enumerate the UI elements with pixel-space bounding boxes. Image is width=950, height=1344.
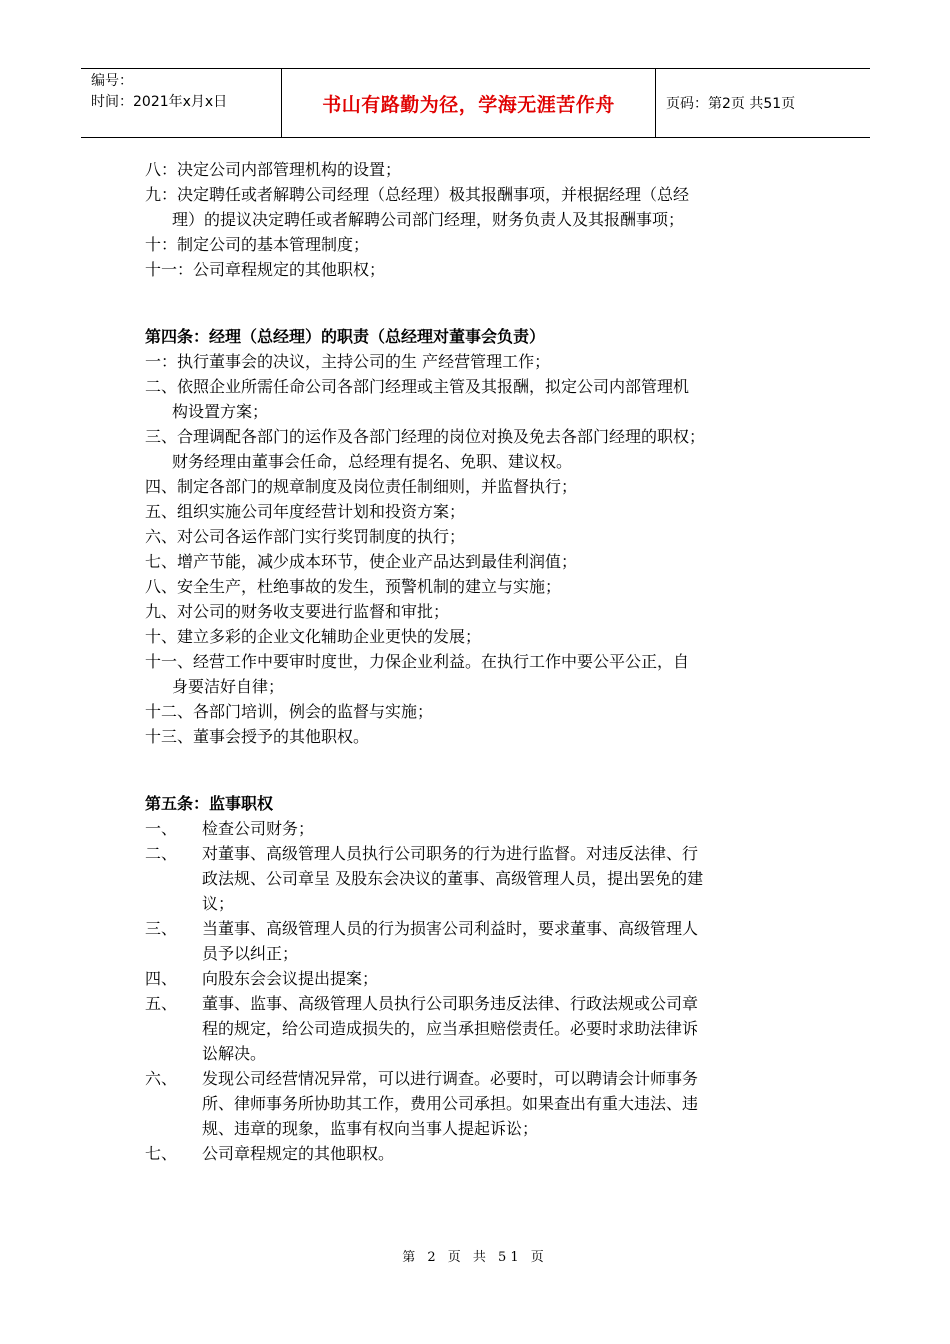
list-item [145,966,810,991]
item-text: 检查公司财务； [202,819,315,838]
list-item [145,916,810,966]
list-item: 三、合理调配各部门的运作及各部门经理的岗位对换及免去各部门经理的职权； [145,427,706,446]
list-item: 九、对公司的财务收支要进行监督和审批； [145,602,450,621]
page-header [81,68,870,138]
section4-title: 第四条：经理（总经理）的职责（总经理对董事会负责） [145,327,546,346]
list-item [145,1141,810,1166]
list-item [145,816,810,841]
list-item-continuation: 身要洁好自律； [172,677,285,696]
section-spacer [145,749,810,791]
list-item: 七、增产节能，减少成本环节，使企业产品达到最佳利润值； [145,552,578,571]
item-number: 七、 [145,1144,178,1163]
list-item: 四、制定各部门的规章制度及岗位责任制细则，并监督执行； [145,477,578,496]
document-body [145,157,810,1166]
list-item-continuation: 构设置方案； [172,402,269,421]
item-number: 四、 [145,969,178,988]
list-item: 六、对公司各运作部门实行奖罚制度的执行； [145,527,466,546]
page-info: 页码：第2页 共51页 [666,96,796,112]
item-text: 当董事、高级管理人员的行为损害公司利益时，要求董事、高级管理人 员予以纠正； [202,919,699,963]
item-number: 六、 [145,1069,178,1088]
list-item-continuation: 财务经理由董事会任命，总经理有提名、免职、建议权。 [172,452,573,471]
list-item [145,841,810,916]
list-item: 九：决定聘任或者解聘公司经理（总经理）极其报酬事项，并根据经理（总经 [145,185,690,204]
list-item: 八、安全生产，杜绝事故的发生，预警机制的建立与实施； [145,577,562,596]
list-item [145,1066,810,1141]
item-number: 二、 [145,844,178,863]
list-item: 十：制定公司的基本管理制度； [145,235,370,254]
list-item: 十、建立多彩的企业文化辅助企业更快的发展； [145,627,482,646]
list-item: 八：决定公司内部管理机构的设置； [145,160,402,179]
date-line: 时间：2021年x月x日 [91,94,228,110]
list-item: 五、组织实施公司年度经营计划和投资方案； [145,502,466,521]
list-item: 十二、各部门培训，例会的监督与实施； [145,702,434,721]
item-number: 一、 [145,819,178,838]
item-text: 向股东会会议提出提案； [202,969,379,988]
list-item: 十一：公司章程规定的其他职权； [145,260,386,279]
list-item-continuation: 理）的提议决定聘任或者解聘公司部门经理，财务负责人及其报酬事项； [172,210,685,229]
list-item [145,991,810,1066]
list-item: 十一、经营工作中要审时度世，力保企业利益。在执行工作中要公平公正，自 [145,652,690,671]
board-items-list [145,157,810,282]
item-text: 发现公司经营情况异常，可以进行调查。必要时，可以聘请会计师事务 所、律师事务所协助其工作，费用公司承担。如果查出有重大违法、违 规、违章的现象，监事有权向当事人提起诉讼； [202,1069,699,1138]
item-text: 公司章程规定的其他职权。 [202,1144,395,1163]
list-item: 十三、董事会授予的其他职权。 [145,727,370,746]
code-label: 编号： [91,73,133,89]
header-left-cell [81,69,282,137]
list-item: 一：执行董事会的决议，主持公司的生 产经营管理工作； [145,352,551,371]
item-number: 三、 [145,919,178,938]
item-number: 五、 [145,994,178,1013]
section4-list [145,349,810,749]
motto: 书山有路勤为径，学海无涯苦作舟 [282,69,656,137]
section-spacer [145,282,810,324]
section5-list [145,816,810,1166]
list-item: 二、依照企业所需任命公司各部门经理或主管及其报酬，拟定公司内部管理机 [145,377,690,396]
item-text: 董事、监事、高级管理人员执行公司职务违反法律、行政法规或公司章 程的规定，给公司造成损失的，应当承担赔偿责任。必要时求助法律诉 讼解决。 [202,994,699,1063]
section5-title: 第五条：监事职权 [145,794,274,813]
page-footer: 第 2 页 共 51 页 [402,1250,548,1265]
item-text: 对董事、高级管理人员执行公司职务的行为进行监督。对违反法律、行 政法规、公司章呈 及股东会决议的董事、高级管理人员，提出罢免的建 议； [202,844,704,913]
